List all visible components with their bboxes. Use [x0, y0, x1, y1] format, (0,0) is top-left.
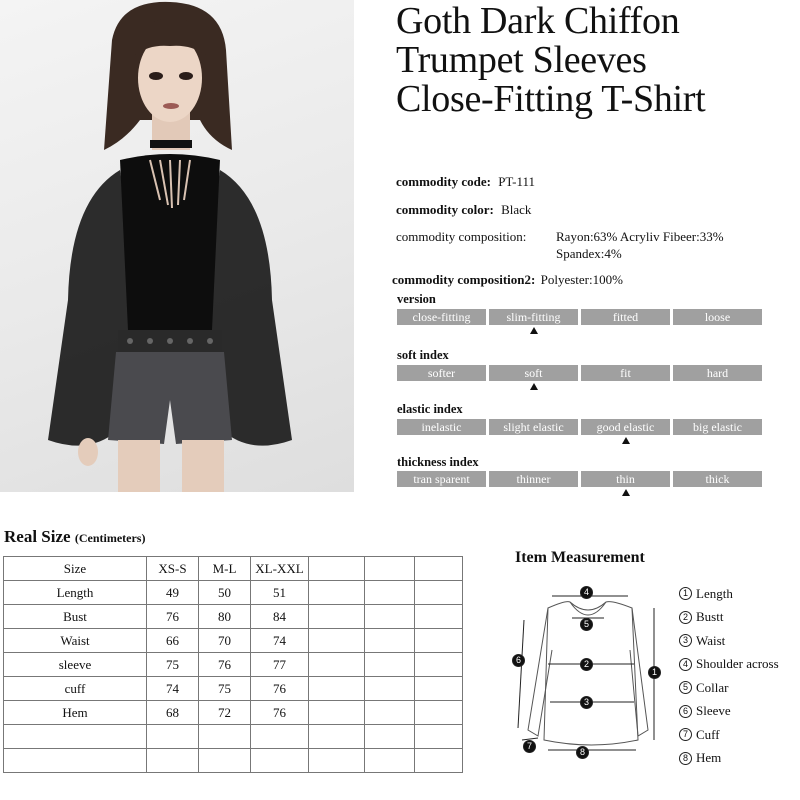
table-row [4, 677, 463, 701]
table-cell: 74 [251, 629, 309, 653]
garment-diagram [508, 580, 676, 770]
legend-label: Cuff [696, 726, 720, 742]
table-row [4, 653, 463, 677]
diagram-marker: 5 [580, 618, 593, 631]
column-header [309, 557, 365, 581]
legend-item [679, 653, 779, 677]
legend-number: 3 [679, 634, 692, 647]
index-thickness [397, 455, 762, 487]
legend-number: 5 [679, 681, 692, 694]
table-cell [199, 749, 251, 773]
table-cell: 51 [251, 581, 309, 605]
table-cell [415, 629, 463, 653]
selected-marker-icon [622, 437, 630, 444]
real-size-title: Real Size [4, 527, 71, 546]
title-line: Close-Fitting T-Shirt [396, 78, 706, 120]
diagram-marker: 2 [580, 658, 593, 671]
table-cell: 84 [251, 605, 309, 629]
spec-color-label: commodity color: [396, 202, 494, 217]
column-header [365, 557, 415, 581]
index-bar [397, 365, 762, 381]
table-cell: 77 [251, 653, 309, 677]
table-cell: 72 [199, 701, 251, 725]
diagram-marker: 8 [576, 746, 589, 759]
index-elastic [397, 402, 762, 435]
legend-label: Length [696, 585, 733, 601]
index-bar [397, 309, 762, 325]
selected-marker-icon [530, 383, 538, 390]
title-line: Trumpet Sleeves [396, 39, 647, 81]
legend-number: 8 [679, 752, 692, 765]
table-row [4, 749, 463, 773]
index-bar [397, 471, 762, 487]
table-cell: Waist [4, 629, 147, 653]
product-title [396, 2, 796, 119]
table-cell: 80 [199, 605, 251, 629]
size-table [3, 556, 463, 773]
table-cell [309, 701, 365, 725]
table-cell [365, 653, 415, 677]
index-label: thickness index [397, 455, 479, 469]
table-cell: 70 [199, 629, 251, 653]
title-line: Goth Dark Chiffon [396, 0, 680, 42]
table-cell [365, 677, 415, 701]
index-option: soft [489, 365, 578, 381]
real-size-heading [4, 527, 145, 547]
table-cell: 76 [199, 653, 251, 677]
selected-marker-icon [530, 327, 538, 334]
legend-number: 6 [679, 705, 692, 718]
table-cell [309, 629, 365, 653]
table-cell: 49 [147, 581, 199, 605]
spec-code-value: PT-111 [498, 174, 536, 189]
table-cell [415, 581, 463, 605]
table-cell [147, 749, 199, 773]
legend-label: Collar [696, 679, 729, 695]
legend-item [679, 606, 779, 630]
size-table-header [4, 557, 463, 581]
table-cell: 66 [147, 629, 199, 653]
table-cell: sleeve [4, 653, 147, 677]
table-cell [415, 653, 463, 677]
index-option: big elastic [673, 419, 762, 435]
item-measurement-title: Item Measurement [515, 549, 645, 566]
spec-composition-value [556, 228, 724, 262]
legend-item [679, 723, 779, 747]
legend-label: Bustt [696, 609, 724, 625]
index-option: fit [581, 365, 670, 381]
table-cell: Hem [4, 701, 147, 725]
index-option: thick [673, 471, 762, 487]
table-cell [365, 581, 415, 605]
index-option: slim-fitting [489, 309, 578, 325]
index-version [397, 292, 762, 325]
real-size-unit: (Centimeters) [74, 531, 146, 545]
column-header: XS-S [147, 557, 199, 581]
index-option: hard [673, 365, 762, 381]
column-header: M-L [199, 557, 251, 581]
table-cell [415, 677, 463, 701]
legend-item [679, 700, 779, 724]
table-cell [365, 749, 415, 773]
spec-color-value: Black [501, 202, 532, 217]
table-cell: 74 [147, 677, 199, 701]
table-cell [251, 749, 309, 773]
column-header [415, 557, 463, 581]
product-photo [0, 0, 354, 492]
table-cell [309, 725, 365, 749]
spec-composition2-value: Polyester:100% [540, 272, 623, 287]
table-cell: cuff [4, 677, 147, 701]
table-cell: Bust [4, 605, 147, 629]
index-label: version [397, 292, 436, 306]
table-cell [199, 725, 251, 749]
table-row [4, 629, 463, 653]
table-cell: 76 [147, 605, 199, 629]
table-cell: 68 [147, 701, 199, 725]
table-cell [147, 725, 199, 749]
legend-label: Shoulder across [696, 656, 779, 672]
index-option: good elastic [581, 419, 670, 435]
legend-item [679, 582, 779, 606]
index-option: softer [397, 365, 486, 381]
spec-color [396, 201, 531, 218]
table-cell: 50 [199, 581, 251, 605]
spec-composition-label: commodity composition: [396, 229, 527, 244]
spec-composition-line: Rayon:63% Acryliv Fibeer:33% [556, 229, 724, 244]
table-cell [415, 605, 463, 629]
spec-code [396, 173, 535, 190]
index-option: close-fitting [397, 309, 486, 325]
diagram-marker: 3 [580, 696, 593, 709]
column-header: XL-XXL [251, 557, 309, 581]
selected-marker-icon [622, 489, 630, 496]
index-option: tran sparent [397, 471, 486, 487]
table-cell [415, 725, 463, 749]
legend-number: 2 [679, 611, 692, 624]
table-cell: 76 [251, 701, 309, 725]
table-cell: 76 [251, 677, 309, 701]
table-row [4, 725, 463, 749]
spec-composition2 [392, 271, 623, 288]
index-label: elastic index [397, 402, 463, 416]
legend-number: 1 [679, 587, 692, 600]
table-cell [415, 749, 463, 773]
diagram-marker: 7 [523, 740, 536, 753]
table-cell [365, 725, 415, 749]
diagram-marker: 6 [512, 654, 525, 667]
diagram-marker: 1 [648, 666, 661, 679]
table-cell: 75 [147, 653, 199, 677]
table-cell: 75 [199, 677, 251, 701]
table-cell [365, 605, 415, 629]
index-option: inelastic [397, 419, 486, 435]
legend-item [679, 676, 779, 700]
table-cell [309, 677, 365, 701]
table-row [4, 701, 463, 725]
table-cell [309, 581, 365, 605]
diagram-marker: 4 [580, 586, 593, 599]
index-option: loose [673, 309, 762, 325]
table-cell [365, 701, 415, 725]
index-option: thin [581, 471, 670, 487]
spec-composition-line: Spandex:4% [556, 246, 622, 261]
index-option: slight elastic [489, 419, 578, 435]
index-option: thinner [489, 471, 578, 487]
spec-composition2-label: commodity composition2: [392, 272, 536, 287]
legend-number: 7 [679, 728, 692, 741]
table-cell [309, 749, 365, 773]
legend-item [679, 747, 779, 771]
measurement-legend [679, 582, 779, 770]
table-cell [4, 749, 147, 773]
column-header: Size [4, 557, 147, 581]
index-label: soft index [397, 348, 449, 362]
spec-code-label: commodity code: [396, 174, 491, 189]
index-soft [397, 348, 762, 381]
legend-number: 4 [679, 658, 692, 671]
table-cell: Length [4, 581, 147, 605]
index-bar [397, 419, 762, 435]
table-cell [309, 653, 365, 677]
table-cell [4, 725, 147, 749]
table-row [4, 605, 463, 629]
legend-label: Sleeve [696, 703, 731, 719]
legend-label: Waist [696, 632, 726, 648]
table-cell [309, 605, 365, 629]
table-row [4, 581, 463, 605]
index-option: fitted [581, 309, 670, 325]
table-cell [251, 725, 309, 749]
table-cell [415, 701, 463, 725]
legend-label: Hem [696, 750, 722, 766]
legend-item [679, 629, 779, 653]
table-cell [365, 629, 415, 653]
